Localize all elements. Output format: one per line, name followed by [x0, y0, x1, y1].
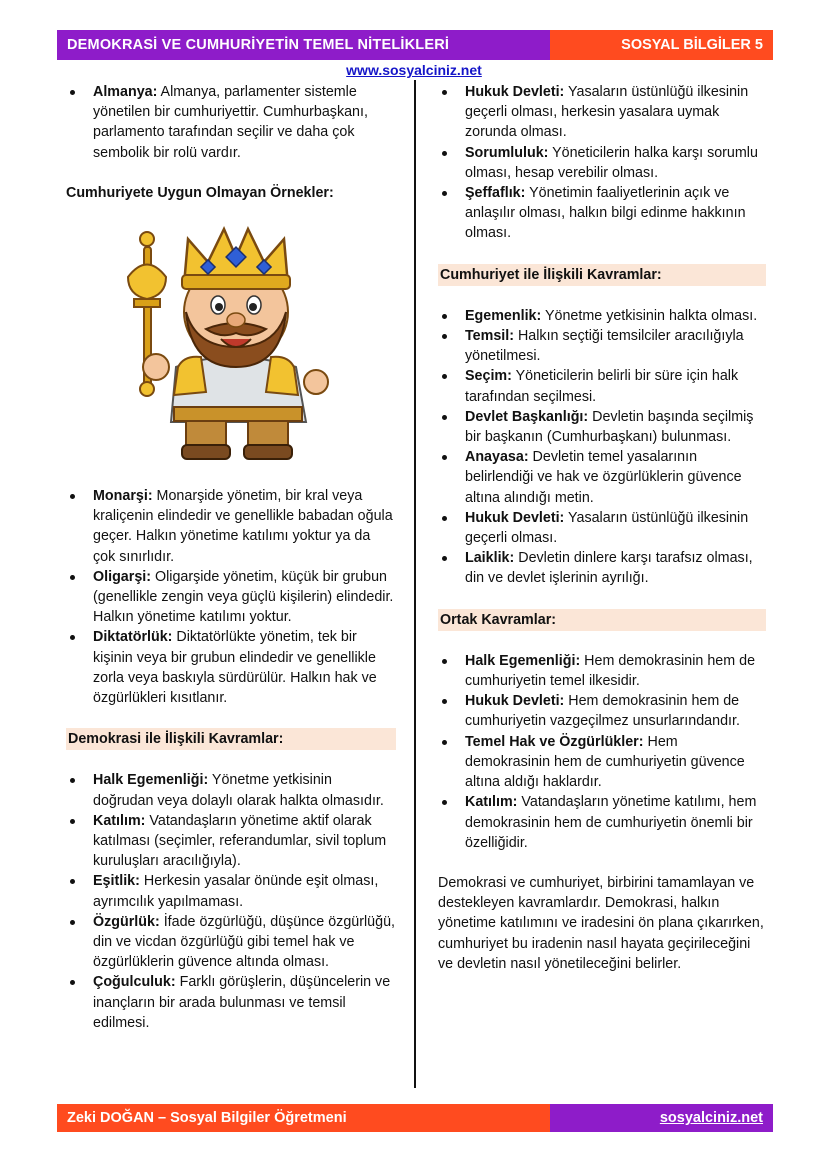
list-item	[438, 691, 766, 731]
list-item	[438, 82, 766, 143]
term: Seçim:	[465, 368, 512, 385]
intro-list	[66, 82, 396, 163]
term: Katılım:	[93, 812, 146, 829]
republic-list	[438, 306, 766, 589]
definition: Devletin dinlere karşı tarafsız olması, din ve devlet işlerinin ayrılığı.	[465, 550, 753, 587]
footer-site-link[interactable]: sosyalciniz.net	[550, 1104, 773, 1132]
definition: İfade özgürlüğü, düşünce özgürlüğü, din ve vicdan özgürlüğü gibi temel hak ve özgürlüklerin güvence altında olması.	[93, 913, 395, 971]
footer-bar	[57, 1104, 773, 1132]
term: Egemenlik:	[465, 307, 542, 324]
term: Katılım:	[465, 794, 518, 811]
definition: Monarşide yönetim, bir kral veya kraliçenin elindedir ve genellikle babadan oğula geçer. Halkın yönetime katılımı yoktur ya da çok sınırlıdır.	[93, 488, 393, 565]
list-item	[438, 651, 766, 691]
term: Özgürlük:	[93, 913, 160, 930]
definition: Devletin temel yasalarının belirlendiği ve hak ve özgürlüklerin güvence altına alındığı metin.	[465, 449, 742, 506]
term: Anayasa:	[465, 449, 529, 466]
definition: Hem demokrasinin hem de cumhuriyetin güvence altına aldığı haklardır.	[465, 733, 745, 791]
list-item	[66, 811, 396, 872]
header-bar	[57, 30, 773, 60]
list-item	[66, 567, 396, 628]
definition: Yöneticilerin halka karşı sorumlu olması, hesap verebilir olması.	[465, 144, 758, 181]
term: Sorumluluk:	[465, 144, 549, 161]
list-item	[438, 508, 766, 548]
conclusion-paragraph: Demokrasi ve cumhuriyet, birbirini tamamlayan ve destekleyen kavramlardır. Demokrasi, halkın yönetime katılımını ve iradesini ön plana çıkarırken, cumhuriyet bu iradenin nasıl hayata geçirileceğini ve devletin nasıl yönetileceğini belirler.	[438, 874, 764, 972]
list-item	[66, 912, 396, 973]
right-column	[438, 82, 766, 974]
list-item	[438, 183, 766, 244]
term: Oligarşi:	[93, 568, 151, 585]
term: Temsil:	[465, 328, 514, 345]
term: Hukuk Devleti:	[465, 693, 565, 710]
definition: Yasaların üstünlüğü ilkesinin geçerli olması.	[465, 509, 749, 547]
term: Laiklik:	[465, 550, 515, 567]
definition: Yönetme yetkisinin halkta olması.	[541, 307, 758, 324]
list-item	[66, 486, 396, 567]
king-cartoon-icon	[66, 217, 396, 472]
definition: Almanya, parlamenter sistemle yönetilen bir cumhuriyettir. Cumhurbaşkanı, parlamento tarafından seçilir ve daha çok sembolik bir rolü vardır.	[93, 84, 368, 161]
subject-label: SOSYAL BİLGİLER 5	[550, 30, 773, 60]
term: Hukuk Devleti:	[465, 84, 565, 100]
republic-heading: Cumhuriyet ile İlişkili Kavramlar:	[438, 264, 766, 286]
definition: Hem demokrasinin hem de cumhuriyetin vazgeçilmez unsurlarındandır.	[465, 693, 740, 730]
definition: Yöneticilerin belirli bir süre için halk tarafından seçilmesi.	[465, 368, 739, 405]
list-item	[438, 143, 766, 183]
definition: Halkın seçtiği temsilciler aracılığıyla yönetilmesi.	[465, 328, 744, 365]
definition: Farklı görüşlerin, düşüncelerin ve inançların bir arada bulunması ve temsil edilmesi.	[93, 974, 391, 1031]
definition: Yönetme yetkisinin doğrudan veya dolaylı olarak halkta olmasıdır.	[93, 772, 384, 809]
democracy-list-continued	[438, 82, 766, 244]
democracy-list	[66, 770, 396, 1033]
definition: Oligarşide yönetim, küçük bir grubun (genellikle zengin veya güçlü kişilerin) elindedir. Halkın yönetime katılımı yoktur.	[93, 568, 394, 626]
definition: Yönetimin faaliyetlerinin açık ve anlaşılır olması, halkın bilgi edinme hakkının olması.	[465, 185, 746, 242]
definition: Herkesin yasalar önünde eşit olması, ayrımcılık yapılmaması.	[93, 873, 379, 910]
list-item	[66, 972, 396, 1033]
list-item	[66, 770, 396, 810]
term: Hukuk Devleti:	[465, 509, 565, 526]
term: Halk Egemenliği:	[93, 772, 209, 789]
term: Monarşi:	[93, 488, 153, 505]
definition: Vatandaşların yönetime katılımı, hem demokrasinin hem de cumhuriyetin önemli bir özelliğidir.	[465, 794, 757, 851]
term: Almanya:	[93, 84, 158, 100]
term: Diktatörlük:	[93, 629, 173, 646]
term: Eşitlik:	[93, 873, 140, 890]
list-item	[438, 732, 766, 793]
term: Şeffaflık:	[465, 185, 526, 202]
term: Halk Egemenliği:	[465, 652, 581, 669]
common-heading: Ortak Kavramlar:	[438, 609, 766, 631]
common-list	[438, 651, 766, 853]
left-column	[66, 82, 396, 1033]
list-item	[438, 326, 766, 366]
non-republic-heading: Cumhuriyete Uygun Olmayan Örnekler:	[66, 184, 334, 201]
list-item	[438, 548, 766, 588]
author-label: Zeki DOĞAN – Sosyal Bilgiler Öğretmeni	[57, 1104, 550, 1132]
term: Temel Hak ve Özgürlükler:	[465, 733, 644, 750]
definition: Yasaların üstünlüğü ilkesinin geçerli olması, herkesin yasalara uymak zorunda olması.	[465, 84, 749, 141]
term: Çoğulculuk:	[93, 974, 176, 991]
list-item	[66, 627, 396, 708]
column-divider	[414, 80, 416, 1088]
list-item	[438, 792, 766, 853]
definition: Vatandaşların yönetime aktif olarak katılması (seçimler, referandumlar, sivil toplum kuruluşları aracılığıyla).	[93, 812, 387, 870]
list-item	[438, 447, 766, 508]
document-title: DEMOKRASİ VE CUMHURİYETİN TEMEL NİTELİKLERİ	[57, 30, 550, 60]
list-item	[66, 871, 396, 911]
definition: Devletin başında seçilmiş bir başkanın (Cumhurbaşkanı) bulunması.	[465, 408, 754, 446]
non-republic-list	[66, 486, 396, 708]
list-item	[66, 82, 396, 163]
list-item	[438, 366, 766, 406]
definition: Diktatörlükte yönetim, tek bir kişinin veya bir grubun elindedir ve genellikle zorla veya baskıyla sürdürülür. Halkın hak ve özgürlükleri kısıtlanır.	[93, 629, 377, 707]
list-item	[438, 306, 766, 326]
site-link[interactable]: www.sosyalciniz.net	[346, 62, 482, 78]
king-illustration	[66, 217, 396, 472]
democracy-heading: Demokrasi ile İlişkili Kavramlar:	[66, 728, 396, 750]
definition: Hem demokrasinin hem de cumhuriyetin temel ilkesidir.	[465, 652, 756, 690]
term: Devlet Başkanlığı:	[465, 408, 589, 425]
list-item	[438, 407, 766, 447]
